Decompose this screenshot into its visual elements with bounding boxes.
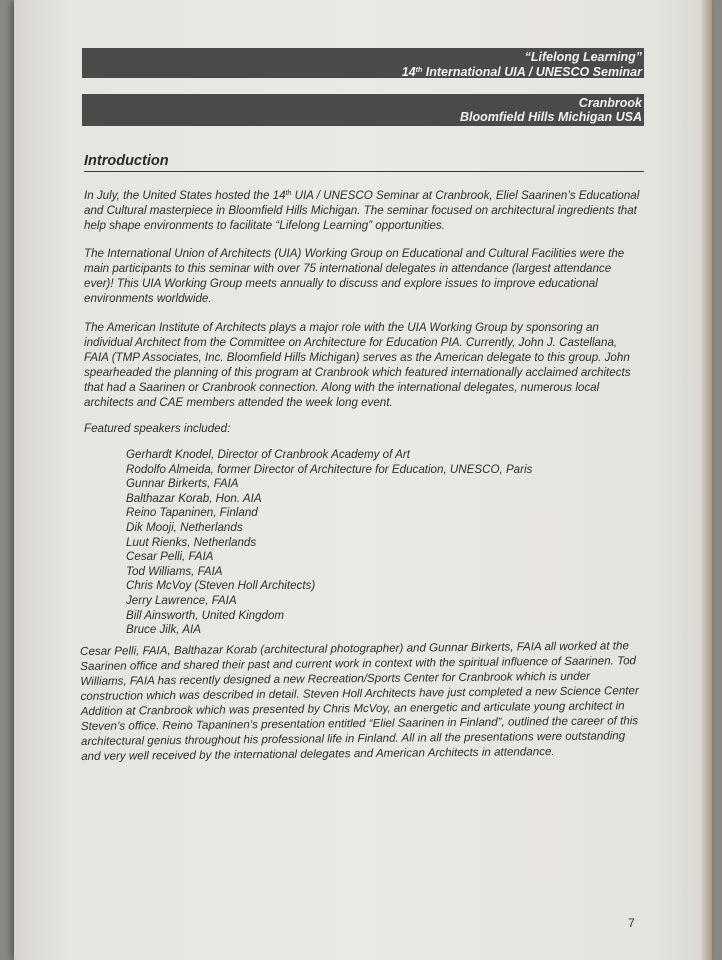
speaker-item: Cesar Pelli, FAIA (126, 550, 214, 564)
paragraph-2: The International Union of Architects (UIA) Working Group on Educational and Cultural Facilities were the main participants to this seminar with over 75 international delegates in attendance (largest attendance ever)! This UIA Working Group meets annually to discuss and explore issues to improve educational environments worldwide. (84, 247, 625, 305)
speaker-item: Gerhardt Knodel, Director of Cranbrook Academy of Art (126, 448, 410, 461)
header-line-bloomfield: Bloomfield Hills Michigan USA (460, 110, 642, 124)
speaker-item: Jerry Lawrence, FAIA (126, 593, 237, 607)
speaker-item: Bruce Jilk, AIA (126, 623, 201, 637)
paragraph-1-rest: UIA / UNESCO Seminar at Cranbrook, Eliel Saarinen’s Educational and Cultural masterpiece in Bloomfield Hills Michigan. The seminar focused on architectural ingredients that help shape environments to facilitate “Lifelong Learning” opportunities. (84, 189, 640, 232)
paragraph-5: Cesar Pelli, FAIA, Balthazar Korab (architectural photographer) and Gunnar Birkerts, FAIA all worked at the Saarinen office and shared their past and current work in context with the spiritual influence of Saarinen. Tod Williams, FAIA has recently designed a new Recreation/Sports Center for Cranbrook which is under construction which was described in detail. Steven Holl Architects have just completed a new Science Center Addition at Cranbrook which was presented by Chris McVoy, an energetic and articulate young architect in Steven’s office. Reino Tapaninen’s presentation entitled “Eliel Saarinen in Finland”, outlined the career of this architectural genius throughout his professional life in Finland. All in all the presentations were outstanding and very well received by the international delegates and American Architects in attendance. (80, 639, 639, 763)
speaker-item: Chris McVoy (Steven Holl Architects) (126, 579, 316, 593)
speaker-item: Luut Rienks, Netherlands (126, 535, 257, 549)
paragraph-3: The American Institute of Architects plays a major role with the UIA Working Group by sponsoring an individual Architect from the Committee on Architecture for Education PIA. Currently, John J. Castellana, FAIA (TMP Associates, Inc. Bloomfield Hills Michigan) serves as the American delegate to this group. John spearheaded the planning of this program at Cranbrook which featured internationally acclaimed architects that had a Saarinen or Cranbrook connection. Along with the international delegates, numerous local architects and CAE members attended the week long event. (84, 321, 631, 409)
paragraph-1 (84, 186, 644, 233)
speaker-item: Tod Williams, FAIA (126, 564, 223, 578)
page-number: 7 (628, 916, 635, 930)
speaker-item: Gunnar Birkerts, FAIA (126, 477, 239, 491)
header-line-lifelong-learning: “Lifelong Learning” (524, 50, 642, 64)
header-seminar-suffix: th (415, 67, 423, 74)
speaker-item: Bill Ainsworth, United Kingdom (126, 608, 285, 622)
speaker-item: Rodolfo Almeida, former Director of Architecture for Education, UNESCO, Paris (126, 462, 533, 476)
section-title: Introduction (84, 153, 644, 172)
speakers-intro: Featured speakers included: (84, 422, 231, 435)
header-band-seminar (82, 48, 644, 78)
header-band-location (82, 94, 644, 126)
header-line-cranbrook: Cranbrook (578, 96, 642, 110)
header-seminar-number: 14 (401, 65, 416, 79)
paragraph-1-suffix: th (285, 190, 292, 197)
header-line-seminar (82, 64, 642, 79)
header-seminar-name: International UIA / UNESCO Seminar (422, 65, 642, 79)
paragraph-1-start: In July, the United States hosted the 14 (84, 189, 286, 202)
speakers-list (126, 448, 532, 638)
speaker-item: Dik Mooji, Netherlands (126, 520, 243, 534)
document-page (14, 0, 712, 960)
page-edge (702, 0, 712, 960)
speaker-item: Balthazar Korab, Hon. AIA (126, 491, 262, 505)
speaker-item: Reino Tapaninen, Finland (126, 506, 258, 520)
